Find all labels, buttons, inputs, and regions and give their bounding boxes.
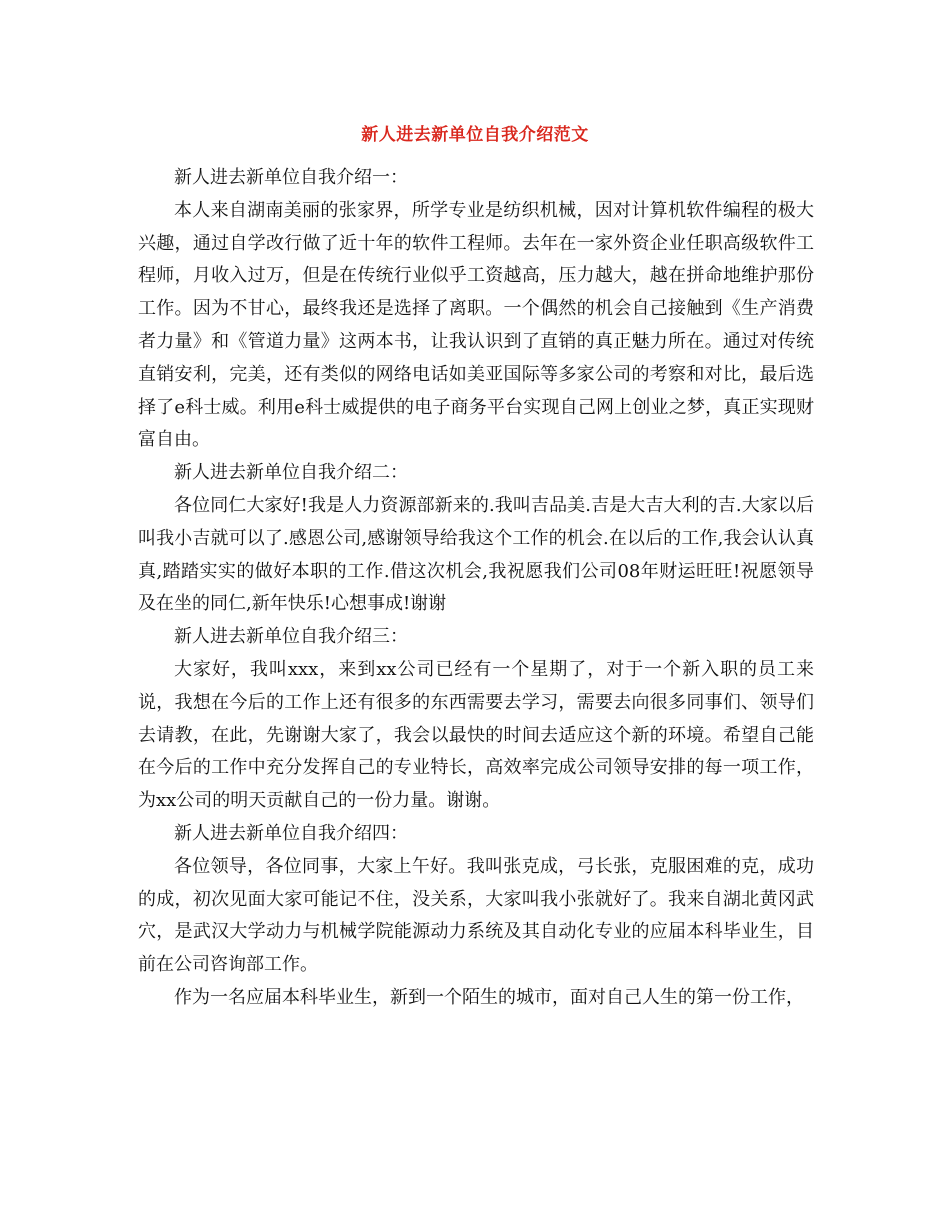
- paragraph: 本人来自湖南美丽的张家界，所学专业是纺织机械，因对计算机软件编程的极大兴趣，通过自学改行做了近十年的软件工程师。去年在一家外资企业任职高级软件工程师，月收入过万，但是在传统行业似乎工资越高，压力越大，越在拼命地维护那份工作。因为不甘心，最终我还是选择了离职。一个偶然的机会自己接触到《生产消费者力量》和《管道力量》这两本书，让我认识到了直销的真正魅力所在。通过对传统直销安利，完美，还有类似的网络电话如美亚国际等多家公司的考察和对比，最后选择了e科士威。利用e科士威提供的电子商务平台实现自己网上创业之梦，真正实现财富自由。: [138, 199, 814, 451]
- section-heading-2: 新人进去新单位自我介绍二：: [174, 462, 408, 484]
- paragraph: 作为一名应届本科毕业生，新到一个陌生的城市，面对自己人生的第一份工作，: [174, 986, 804, 1008]
- document-title: 新人进去新单位自我介绍范文: [361, 125, 589, 145]
- section-heading-3: 新人进去新单位自我介绍三：: [174, 626, 408, 648]
- section-heading-1: 新人进去新单位自我介绍一：: [174, 167, 408, 188]
- section-heading-4: 新人进去新单位自我介绍四：: [174, 822, 408, 844]
- paragraph: 大家好，我叫xxx，来到xx公司已经有一个星期了，对于一个新入职的员工来说，我想在今后的工作上还有很多的东西需要去学习，需要去向很多同事们、领导们去请教，在此，先谢谢大家了，我会以最快的时间去适应这个新的环境。希望自己能在今后的工作中充分发挥自己的专业特长，高效率完成公司领导安排的每一项工作，为xx公司的明天贡献自己的一份力量。谢谢。: [138, 658, 814, 812]
- paragraph: 各位领导，各位同事，大家上午好。我叫张克成，弓长张，克服困难的克，成功的成，初次见面大家可能记不住，没关系，大家叫我小张就好了。我来自湖北黄冈武穴，是武汉大学动力与机械学院能源动力系统及其自动化专业的应届本科毕业生，目前在公司咨询部工作。: [138, 855, 814, 976]
- document-body: [138, 162, 814, 1015]
- paragraph: 各位同仁大家好!我是人力资源部新来的.我叫吉品美.吉是大吉大利的吉.大家以后叫我小吉就可以了.感恩公司,感谢领导给我这个工作的机会.在以后的工作,我会认认真真,踏踏实实的做好本职的工作.借这次机会,我祝愿我们公司08年财运旺旺!祝愿领导及在坐的同仁,新年快乐!心想事成!谢谢: [138, 494, 814, 615]
